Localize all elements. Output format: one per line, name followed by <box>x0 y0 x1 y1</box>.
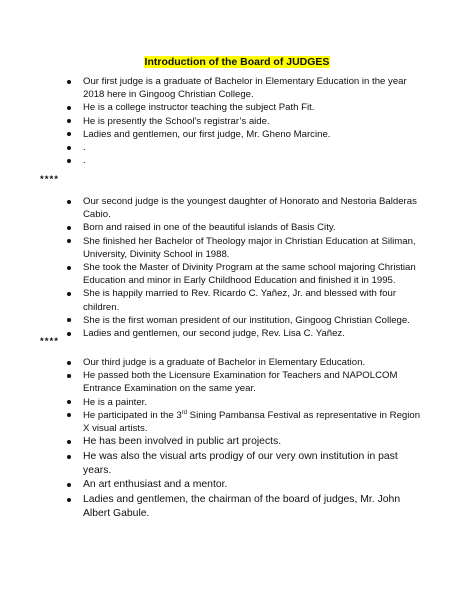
list-item: She finished her Bachelor of Theology major in Christian Education at Siliman, University, Divinity School in 1988. <box>63 235 423 261</box>
list-item: She took the Master of Divinity Program at the same school majoring Christian Education and minor in Early Childhood Education and finished it in 1995. <box>63 261 423 287</box>
list-item: He passed both the Licensure Examination for Teachers and NAPOLCOM Entrance Examination on the same year. <box>63 369 423 395</box>
first-judge-list <box>63 75 423 167</box>
list-item: Ladies and gentlemen, our second judge, Rev. Lisa C. Yañez. <box>63 327 423 340</box>
list-item: Our first judge is a graduate of Bachelor in Elementary Education in the year 2018 here in Gingoog Christian College. <box>63 75 423 101</box>
list-item: She is happily married to Rev. Ricardo C. Yañez, Jr. and blessed with four children. <box>63 287 423 313</box>
list-item <box>63 409 423 435</box>
list-item: He is a college instructor teaching the subject Path Fit. <box>63 101 423 114</box>
list-item: Our third judge is a graduate of Bachelor in Elementary Education. <box>63 356 423 369</box>
list-item: She is the first woman president of our institution, Gingoog Christian College. <box>63 314 423 327</box>
document-title <box>0 56 474 69</box>
list-item: He is a painter. <box>63 396 423 409</box>
item-text: Sining Pambansa Festival as representative in Region X visual artists. <box>83 409 421 435</box>
section-separator: **** <box>40 336 59 347</box>
list-item: Born and raised in one of the beautiful islands of Basis City. <box>63 221 423 234</box>
list-item: An art enthusiast and a mentor. <box>63 478 423 492</box>
list-item: Ladies and gentlemen, our first judge, Mr. Gheno Marcine. <box>63 128 423 141</box>
list-item: He is presently the School’s registrar’s aide. <box>63 115 423 128</box>
title-text: Introduction of the Board of JUDGES <box>144 56 330 68</box>
list-item: Our second judge is the youngest daughter of Honorato and Nestoria Balderas Cabio. <box>63 195 423 221</box>
section-separator: **** <box>40 174 59 185</box>
second-judge-list <box>63 195 423 340</box>
list-item: . <box>63 141 423 154</box>
item-text: He participated in the 3 <box>83 409 182 421</box>
list-item: He was also the visual arts prodigy of our very own institution in past years. <box>63 450 423 479</box>
third-judge-list <box>63 356 423 522</box>
list-item: . <box>63 154 423 167</box>
ordinal-suffix: rd <box>181 409 188 416</box>
list-item: He has been involved in public art projects. <box>63 435 423 449</box>
list-item: Ladies and gentlemen, the chairman of the board of judges, Mr. John Albert Gabule. <box>63 493 423 522</box>
